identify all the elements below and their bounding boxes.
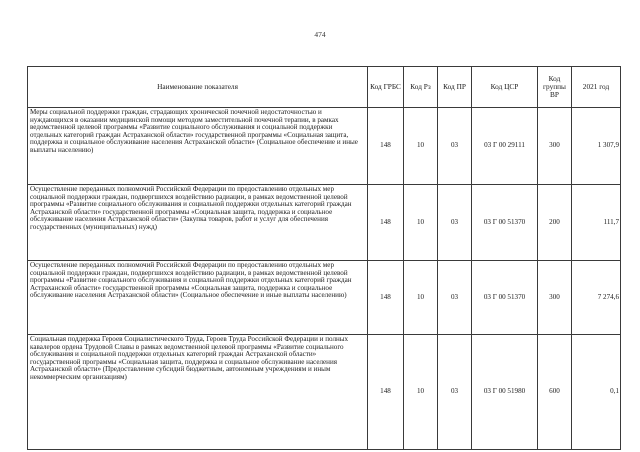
row-pr: 03 [438,185,472,261]
table-row [28,108,621,185]
budget-table [27,66,621,450]
row-name: Социальная поддержка Героев Социалистического Труда, Героев Труда Российской Федерации и полных кавалеров ордена Трудовой Славы в рамках ведомственной целевой программы «Развитие социального обслуживания и социальной поддержки отдельных категорий граждан Астраханской области» государственной программы «Социальная защита, поддержка и социальное обслуживание населения Астраханской области» (Предоставление субсидий бюджетным, автономным учреждениям и иным некоммерческим организациям) [28,335,368,450]
row-name: Осуществление переданных полномочий Российской Федерации по предоставлению отдельных мер социальной поддержки граждан, подвергшихся воздействию радиации, в рамках ведомственной целевой программы «Развитие социального обслуживания и социальной поддержки отдельных категорий граждан Астраханской области» государственной программы «Социальная защита, поддержка и социальное обслуживание населения Астраханской области» (Закупка товаров, работ и услуг для обеспечения государственных (муниципальных) нужд) [28,185,368,261]
row-vr: 600 [538,335,572,450]
row-amount: 1 307,9 [572,108,621,185]
row-csr: 03 Г 00 29111 [472,108,538,185]
row-pr: 03 [438,335,472,450]
row-grbs: 148 [368,261,404,335]
row-rz: 10 [404,108,438,185]
header-name: Наименование показателя [28,67,368,108]
row-amount: 7 274,6 [572,261,621,335]
row-vr: 200 [538,185,572,261]
row-rz: 10 [404,185,438,261]
row-name: Меры социальной поддержки граждан, страдающих хронической почечной недостаточностью и нуждающихся в оказании медицинской помощи методом заместительной почечной терапии, в рамках ведомственной целевой программы «Развитие социального обслуживания и социальной поддержки отдельных категорий граждан Астраханской области» государственной программы «Социальная защита, поддержка и социальное обслуживание населения Астраханской области» (Социальное обеспечение и иные выплаты населению) [28,108,368,185]
row-amount: 111,7 [572,185,621,261]
table-header-row [28,67,621,108]
header-pr: Код ПР [438,67,472,108]
row-csr: 03 Г 00 51370 [472,261,538,335]
row-grbs: 148 [368,335,404,450]
row-name: Осуществление переданных полномочий Российской Федерации по предоставлению отдельных мер социальной поддержки граждан, подвергшихся воздействию радиации, в рамках ведомственной целевой программы «Развитие социального обслуживания и социальной поддержки отдельных категорий граждан Астраханской области» государственной программы «Социальная защита, поддержка и социальное обслуживание населения Астраханской области» (Социальное обеспечение и иные выплаты населению) [28,261,368,335]
header-year: 2021 год [572,67,621,108]
table-row [28,335,621,450]
header-csr: Код ЦСР [472,67,538,108]
row-rz: 10 [404,261,438,335]
header-rz: Код Рз [404,67,438,108]
row-rz: 10 [404,335,438,450]
row-pr: 03 [438,261,472,335]
table-row [28,185,621,261]
row-vr: 300 [538,261,572,335]
table-row [28,261,621,335]
header-vr: Код группы ВР [538,67,572,108]
row-amount: 0,1 [572,335,621,450]
row-pr: 03 [438,108,472,185]
page-number: 474 [314,30,326,39]
row-grbs: 148 [368,185,404,261]
row-vr: 300 [538,108,572,185]
row-grbs: 148 [368,108,404,185]
row-csr: 03 Г 00 51980 [472,335,538,450]
header-grbs: Код ГРБС [368,67,404,108]
row-csr: 03 Г 00 51370 [472,185,538,261]
